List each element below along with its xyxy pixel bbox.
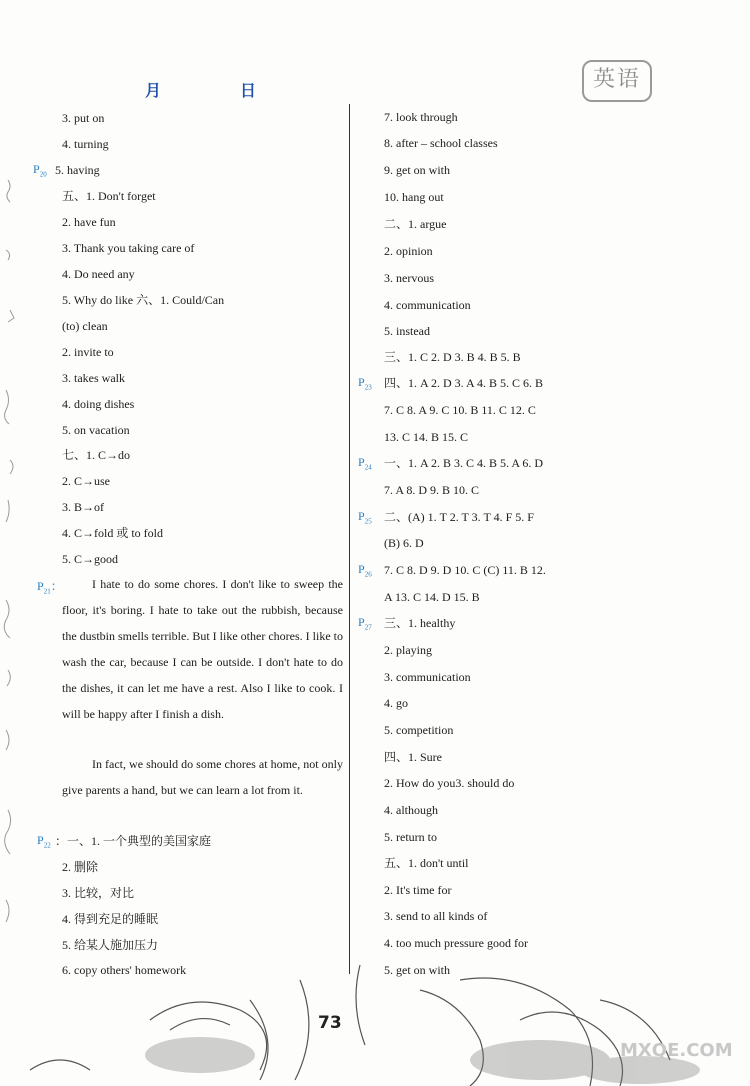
- page-ref-p25: $P_{25}$: [358, 509, 372, 526]
- answer-line: 7. C 8. A 9. C 10. B 11. C 12. C: [384, 403, 536, 417]
- answer-line: 8. after – school classes: [384, 136, 498, 150]
- essay-paragraph-2: In fact, we should do some chores at home, not only give parents a hand, but we can learn a lot from it.: [62, 757, 343, 797]
- answer-line: ：一、1. 一个典型的美国家庭: [55, 834, 212, 848]
- answer-line: 3. communication: [384, 670, 471, 684]
- answer-line: 三、1. healthy: [384, 616, 456, 630]
- answer-line: 4. communication: [384, 298, 471, 312]
- answer-line: 2. playing: [384, 643, 432, 657]
- answer-line: 4. Do need any: [62, 267, 135, 281]
- answer-line: 7. A 8. D 9. B 10. C: [384, 483, 480, 497]
- answer-line: 五、1. don't until: [384, 856, 469, 870]
- page-number: 73: [318, 1013, 342, 1033]
- essay-paragraph-1: I hate to do some chores. I don't like to sweep the floor, it's boring. I hate to take out the rubbish, because the dustbin smells terrible. But I like other chores. I like to wash the car, because I can be outside. I don't hate to do the dishes, it can let me have a rest. Also I like to cook. I will be happy after I finish a dish.: [62, 577, 343, 721]
- answer-line: 10. hang out: [384, 190, 444, 204]
- answer-line: 6. copy others' homework: [62, 963, 187, 977]
- watermark: MXQE.COM: [620, 1040, 733, 1061]
- answer-line: 七、1. C→do: [62, 448, 131, 462]
- answer-line: 2. 删除: [62, 860, 99, 874]
- answer-line: (B) 6. D: [384, 536, 424, 550]
- answer-line: 4. C→fold 或 to fold: [62, 526, 163, 540]
- page-ref-p26: $P_{26}$: [358, 562, 372, 579]
- answer-line: 4. turning: [62, 137, 109, 151]
- answer-line: 4. too much pressure good for: [384, 936, 528, 950]
- answer-line: 2. opinion: [384, 244, 433, 258]
- answer-line: 3. put on: [62, 111, 105, 125]
- answer-line: 二、1. argue: [384, 217, 447, 231]
- answer-line: 4. doing dishes: [62, 397, 135, 411]
- answer-line: 13. C 14. B 15. C: [384, 430, 469, 444]
- page-ref-p24: $P_{24}$: [358, 455, 372, 472]
- lotus-decoration: [0, 960, 750, 1086]
- answer-line: 3. Thank you taking care of: [62, 241, 195, 255]
- page-ref-p23: $P_{23}$: [358, 375, 372, 392]
- answer-line: 五、1. Don't forget: [62, 189, 156, 203]
- answer-line: 2. C→use: [62, 474, 110, 488]
- answer-line: 4. go: [384, 696, 408, 710]
- answer-line: 5. having: [55, 163, 100, 177]
- answer-line: 4. although: [384, 803, 438, 817]
- answer-line: 3. nervous: [384, 271, 434, 285]
- answer-line: 2. How do you3. should do: [384, 776, 515, 790]
- subject-stamp: 英语: [582, 60, 652, 102]
- answer-line: 一、1. A 2. B 3. C 4. B 5. A 6. D: [384, 456, 544, 470]
- answer-line: 5. 给某人施加压力: [62, 938, 159, 952]
- answer-line: 5. competition: [384, 723, 454, 737]
- page-ref-p27: $P_{27}$: [358, 615, 372, 632]
- answer-line: 7. look through: [384, 110, 458, 124]
- answer-line: 3. 比较，对比: [62, 886, 135, 900]
- page-ref-p22: $P_{22}$: [37, 833, 51, 850]
- answer-line: 2. invite to: [62, 345, 114, 359]
- answer-line: 3. B→of: [62, 500, 104, 514]
- answer-line: 4. 得到充足的睡眠: [62, 912, 159, 926]
- answer-line: 四、1. A 2. D 3. A 4. B 5. C 6. B: [384, 376, 544, 390]
- header-day: 日: [240, 81, 257, 100]
- answer-line: 三、1. C 2. D 3. B 4. B 5. B: [384, 350, 521, 364]
- answer-line: 9. get on with: [384, 163, 450, 177]
- answer-line: 二、(A) 1. T 2. T 3. T 4. F 5. F: [384, 510, 534, 524]
- answer-line: 5. C→good: [62, 552, 119, 566]
- answer-line: 5. Why do like 六、1. Could/Can: [62, 293, 225, 307]
- page-ref-p20: $P_{20}$: [33, 162, 47, 179]
- answer-line: 2. have fun: [62, 215, 116, 229]
- answer-line: 5. get on with: [384, 963, 450, 977]
- answer-line: 2. It's time for: [384, 883, 452, 897]
- answer-line: 5. return to: [384, 830, 437, 844]
- page-ref-p21: $P_{21}$：: [37, 579, 63, 596]
- margin-scribbles: [0, 170, 24, 970]
- answer-line: 四、1. Sure: [384, 750, 442, 764]
- answer-line: 3. takes walk: [62, 371, 125, 385]
- answer-line: 7. C 8. D 9. D 10. C (C) 11. B 12.: [384, 563, 546, 577]
- answer-line: 5. on vacation: [62, 423, 130, 437]
- column-divider: [349, 104, 350, 974]
- answer-line: A 13. C 14. D 15. B: [384, 590, 480, 604]
- answer-line: 5. instead: [384, 324, 430, 338]
- answer-line: 3. send to all kinds of: [384, 909, 488, 923]
- answer-line: (to) clean: [62, 319, 108, 333]
- header-month: 月: [145, 81, 162, 100]
